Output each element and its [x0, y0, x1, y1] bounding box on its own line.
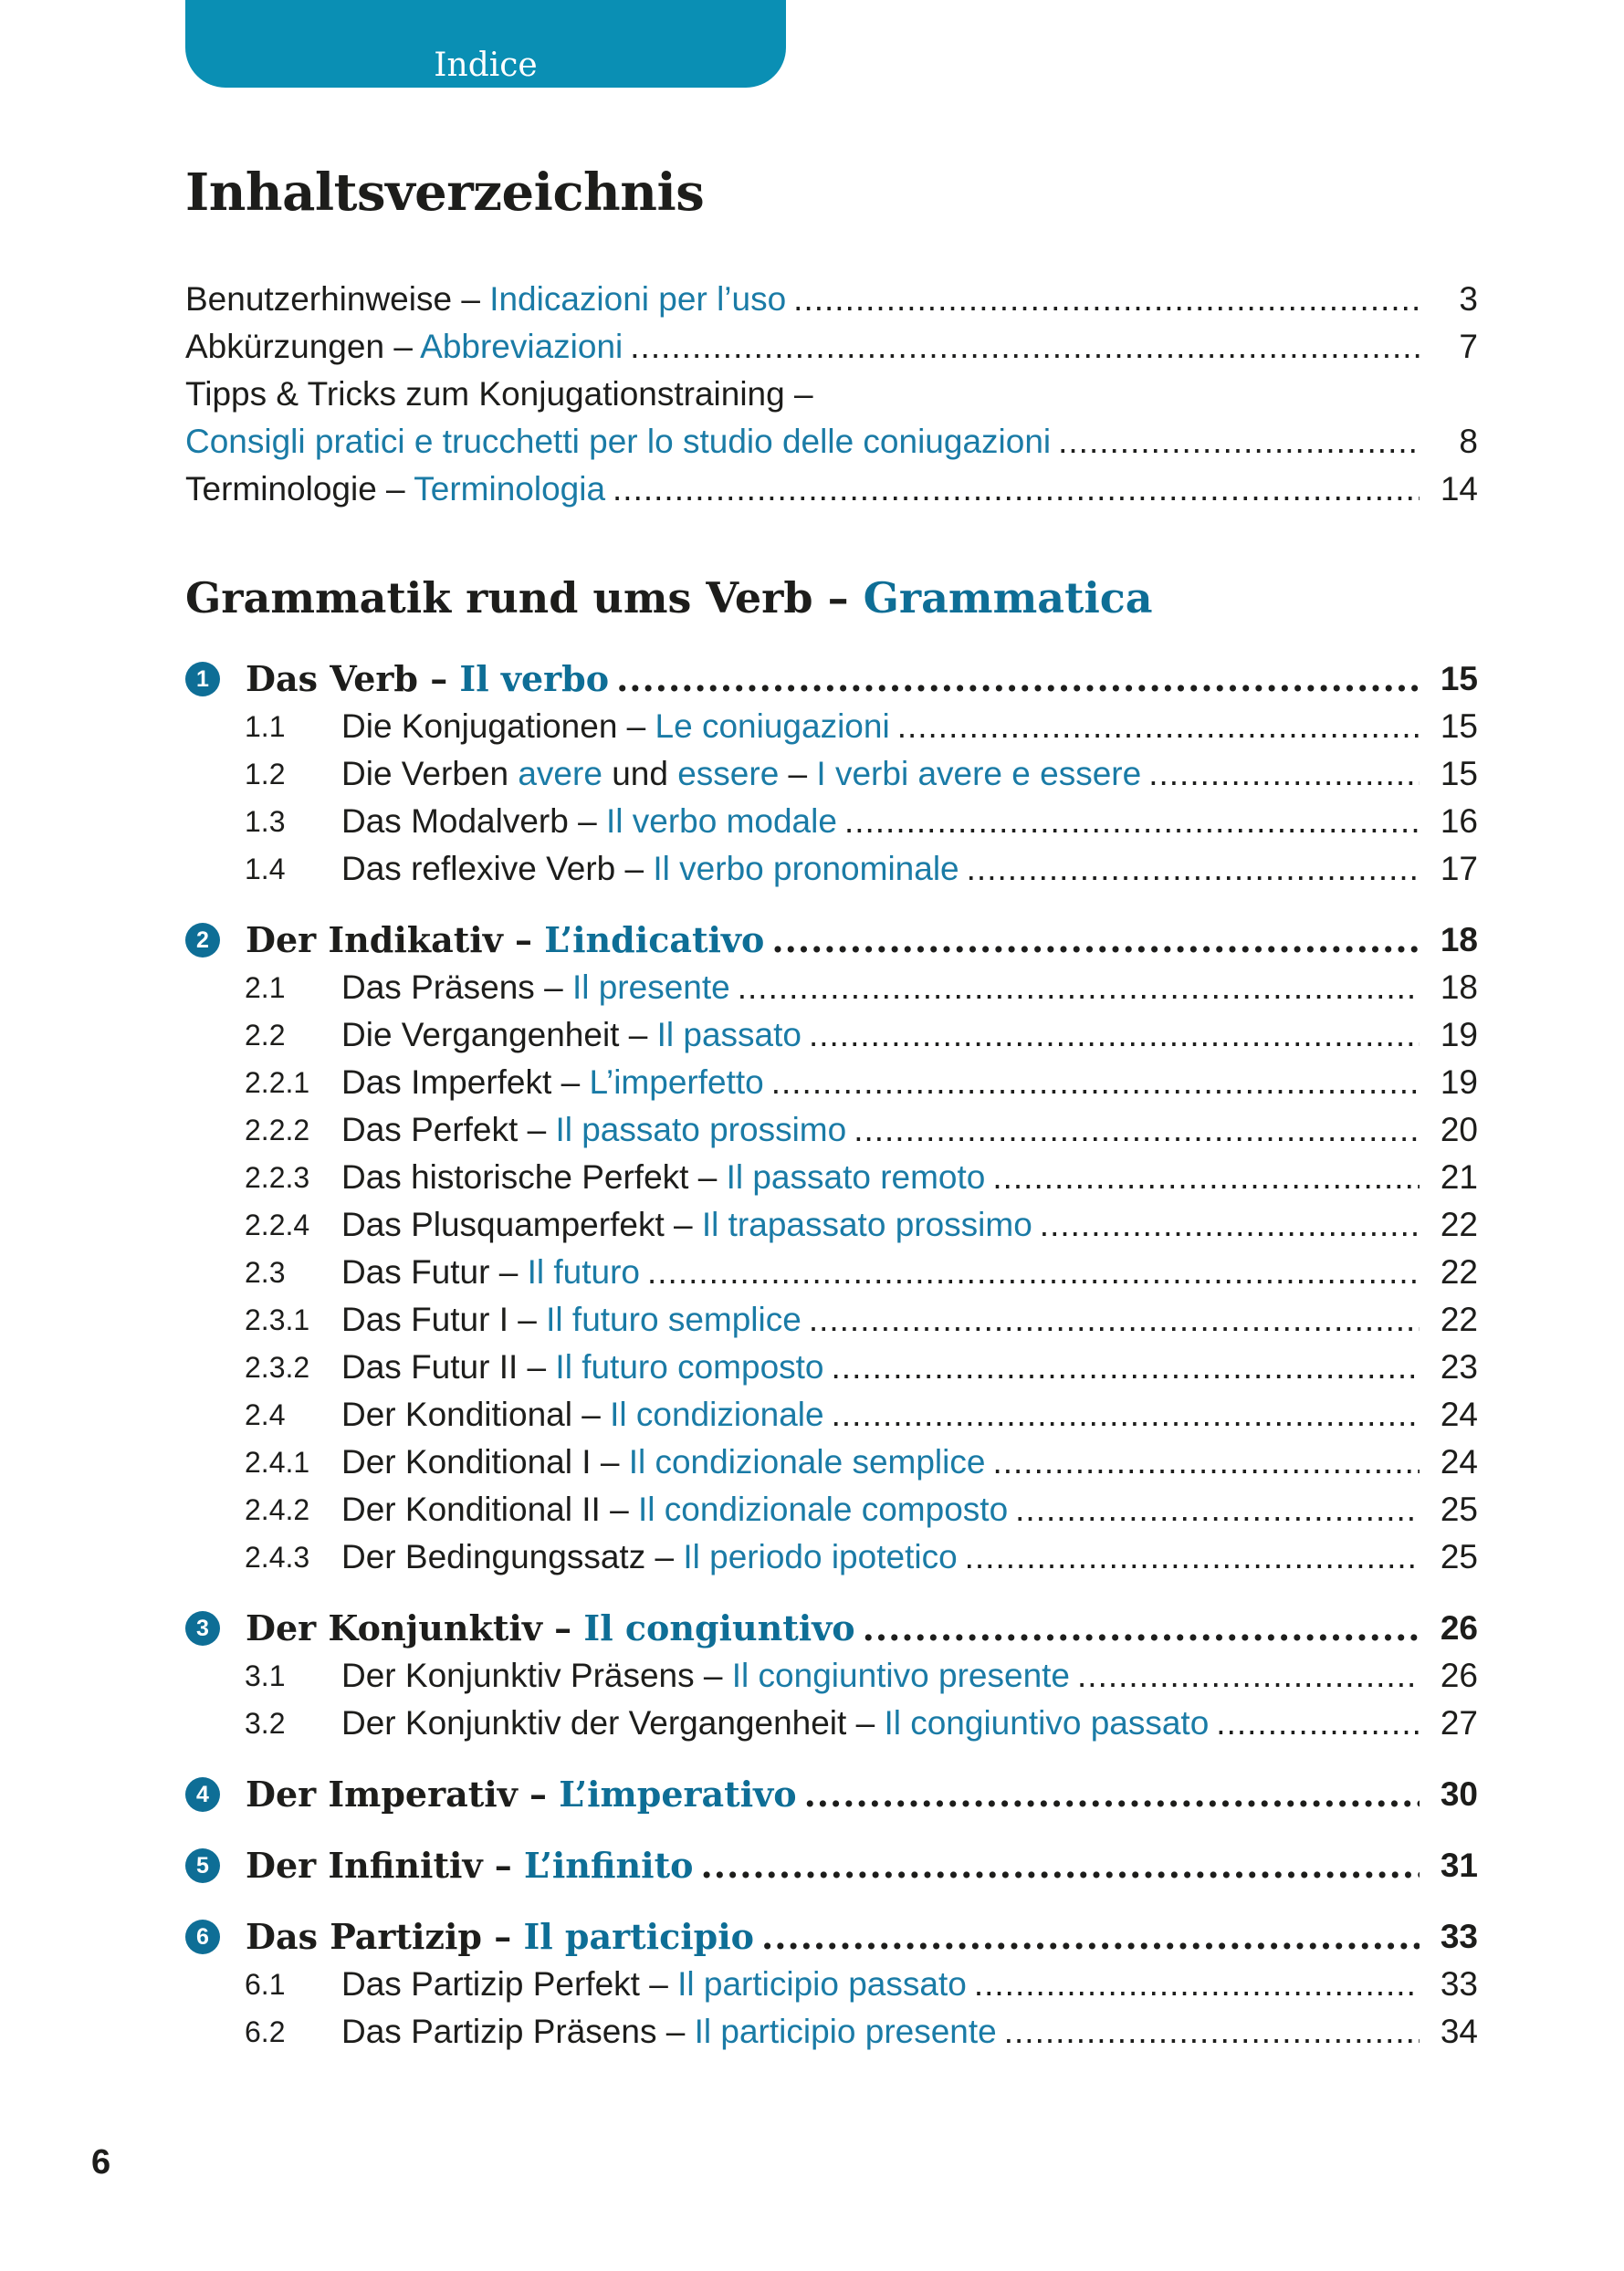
chapter-entry[interactable] — [185, 655, 1478, 703]
leader-dots — [832, 1391, 1420, 1439]
entry-page: 7 — [1459, 328, 1478, 365]
subsection-title-it: Il congiuntivo passato — [884, 1704, 1210, 1742]
page-number: 6 — [91, 2143, 111, 2182]
subsection-page: 22 — [1440, 1301, 1478, 1338]
subsection-page: 25 — [1440, 1491, 1478, 1528]
subsection-page: 24 — [1440, 1396, 1478, 1433]
entry-de: Tipps & Tricks zum Konjugationstraining – — [185, 375, 813, 413]
subsection-entry[interactable] — [185, 750, 1478, 798]
chapter-title-de: Der Konjunktiv – — [246, 1607, 584, 1648]
subsection-page: 22 — [1440, 1206, 1478, 1243]
leader-dots — [804, 1771, 1420, 1818]
subsection-page: 20 — [1440, 1111, 1478, 1148]
subsection-title-it: Il verbo pronominale — [653, 850, 959, 887]
subsection-title-it: Il futuro — [527, 1253, 640, 1291]
chapter-number-badge: 3 — [185, 1611, 220, 1646]
leader-dots — [761, 1913, 1420, 1961]
subsection-entry[interactable] — [185, 845, 1478, 893]
subsection-title-de: Die Verben — [341, 755, 519, 792]
subsection-title-de: Der Bedingungssatz – — [341, 1538, 684, 1575]
subsection-title-de: Das historische Perfekt – — [341, 1158, 727, 1196]
subsection-page: 15 — [1440, 707, 1478, 745]
chapter-number-badge: 2 — [185, 923, 220, 958]
chapter-title-de: Das Partizip – — [246, 1916, 524, 1957]
subsection-entry[interactable] — [185, 1486, 1478, 1533]
subsection-number: 2.1 — [245, 971, 286, 1004]
chapter-title-it: L’infinito — [524, 1845, 694, 1886]
subsection-title-it: Il condizionale composto — [637, 1491, 1009, 1528]
leader-dots — [613, 466, 1420, 513]
chapter-number-badge: 6 — [185, 1920, 220, 1954]
section-heading-it: Grammatica — [863, 573, 1153, 623]
leader-dots — [965, 1533, 1420, 1581]
subsection-title-it: Il periodo ipotetico — [683, 1538, 958, 1575]
subsection-entry[interactable] — [185, 1533, 1478, 1581]
subsection-number: 2.2.3 — [245, 1161, 310, 1194]
subsection-title-de: Das Futur I – — [341, 1301, 547, 1338]
subsection-title-de: Das Partizip Perfekt – — [341, 1965, 678, 2003]
leader-dots — [630, 323, 1420, 371]
subsection-entry[interactable] — [185, 1652, 1478, 1700]
subsection-page: 23 — [1440, 1348, 1478, 1386]
chapter-number-badge: 4 — [185, 1777, 220, 1812]
subsection-title-de: Das Perfekt – — [341, 1111, 556, 1148]
leader-dots — [832, 1344, 1420, 1391]
subsection-title-it: Il passato remoto — [726, 1158, 986, 1196]
chapter-title-de: Das Verb – — [246, 658, 460, 699]
subsection-title-it: L’imperfetto — [589, 1063, 764, 1101]
section-heading — [185, 573, 1153, 623]
subsection-number: 3.1 — [245, 1659, 286, 1692]
subsection-title-it: Il trapassato prossimo — [701, 1206, 1032, 1243]
subsection-title-de: Der Konjunktiv Präsens – — [341, 1657, 732, 1694]
subsection-title-de: Der Konditional – — [341, 1396, 611, 1433]
chapter-title-de: Der Infinitiv – — [246, 1845, 525, 1886]
leader-dots — [738, 964, 1420, 1011]
subsection-page: 19 — [1440, 1063, 1478, 1101]
subsection-title-de: Die Konjugationen – — [341, 707, 655, 745]
chapter-title-it: Il participio — [523, 1916, 755, 1957]
subsection-title-it: Il futuro composto — [555, 1348, 824, 1386]
subsection-entry[interactable] — [185, 1344, 1478, 1391]
toc-entry[interactable] — [185, 418, 1478, 466]
subsection-title-de: Das Imperfekt – — [341, 1063, 590, 1101]
leader-dots — [992, 1154, 1420, 1201]
toc-entry[interactable] — [185, 466, 1478, 513]
leader-dots — [616, 655, 1420, 703]
subsection-number: 2.3.2 — [245, 1351, 310, 1384]
subsection-page: 25 — [1440, 1538, 1478, 1575]
leader-dots — [974, 1961, 1420, 2008]
entry-it: Terminologia — [414, 470, 606, 508]
chapter-title-de: Der Imperativ – — [246, 1774, 560, 1815]
section-tab: Indice — [185, 0, 786, 88]
chapter-entry[interactable] — [185, 916, 1478, 964]
leader-dots — [854, 1106, 1420, 1154]
subsection-entry[interactable] — [185, 1106, 1478, 1154]
leader-dots — [1015, 1486, 1420, 1533]
section-heading-de: Grammatik rund ums Verb – — [185, 573, 864, 623]
subsection-number: 6.1 — [245, 1968, 286, 2001]
chapter-number-badge: 5 — [185, 1848, 220, 1883]
leader-dots — [771, 1059, 1420, 1106]
subsection-title-de: und — [602, 755, 678, 792]
entry-page: 14 — [1440, 470, 1478, 508]
subsection-title-de: Das reflexive Verb – — [341, 850, 654, 887]
subsection-title-de: Das Präsens – — [341, 968, 572, 1006]
chapter-page: 26 — [1440, 1609, 1478, 1647]
subsection-title-it: Il passato prossimo — [555, 1111, 847, 1148]
subsection-title-de: Das Plusquamperfekt – — [341, 1206, 702, 1243]
subsection-number: 2.3.1 — [245, 1303, 310, 1336]
subsection-page: 15 — [1440, 755, 1478, 792]
chapter-page: 33 — [1440, 1918, 1478, 1955]
subsection-number: 1.4 — [245, 853, 286, 885]
subsection-page: 34 — [1440, 2013, 1478, 2050]
subsection-title-de: Das Futur II – — [341, 1348, 556, 1386]
subsection-number: 2.4 — [245, 1398, 286, 1431]
subsection-page: 33 — [1440, 1965, 1478, 2003]
subsection-number: 2.4.3 — [245, 1541, 310, 1574]
subsection-entry[interactable] — [185, 1154, 1478, 1201]
entry-page: 3 — [1459, 280, 1478, 318]
leader-dots — [1077, 1652, 1420, 1700]
subsection-entry[interactable] — [185, 1201, 1478, 1249]
subsection-page: 18 — [1440, 968, 1478, 1006]
chapter-entry[interactable] — [185, 1913, 1478, 1961]
subsection-entry[interactable] — [185, 1700, 1478, 1747]
subsection-number: 2.2.4 — [245, 1209, 310, 1241]
leader-dots — [1148, 750, 1420, 798]
subsection-title-de: Das Futur – — [341, 1253, 528, 1291]
subsection-number: 2.3 — [245, 1256, 286, 1289]
subsection-page: 16 — [1440, 802, 1478, 840]
subsection-number: 1.2 — [245, 758, 286, 790]
leader-dots — [1040, 1201, 1420, 1249]
subsection-title-de: Der Konditional I – — [341, 1443, 629, 1481]
leader-dots — [1216, 1700, 1420, 1747]
chapter-title-it: L’indicativo — [544, 919, 765, 960]
entry-de: Terminologie – — [185, 470, 414, 508]
chapter-page: 31 — [1440, 1847, 1478, 1884]
subsection-page: 24 — [1440, 1443, 1478, 1481]
subsection-page: 22 — [1440, 1253, 1478, 1291]
subsection-title-it: Il condizionale — [610, 1396, 824, 1433]
subsection-entry[interactable] — [185, 798, 1478, 845]
subsection-title-it: Il futuro semplice — [546, 1301, 802, 1338]
subsection-title-de: Der Konjunktiv der Vergangenheit – — [341, 1704, 885, 1742]
chapter-title-it: Il verbo — [459, 658, 610, 699]
subsection-title-it: Il presente — [571, 968, 730, 1006]
subsection-title-it: Il congiuntivo presente — [731, 1657, 1071, 1694]
subsection-title-it: avere — [518, 755, 602, 792]
subsection-entry[interactable] — [185, 1961, 1478, 2008]
leader-dots — [647, 1249, 1420, 1296]
subsection-number: 1.1 — [245, 710, 286, 743]
subsection-title-de: Das Modalverb – — [341, 802, 606, 840]
subsection-entry[interactable] — [185, 703, 1478, 750]
entry-de: Abkürzungen – — [185, 328, 421, 365]
subsection-title-de: Die Vergangenheit – — [341, 1016, 657, 1053]
toc-entry[interactable] — [185, 276, 1478, 323]
subsection-page: 19 — [1440, 1016, 1478, 1053]
subsection-entry[interactable] — [185, 964, 1478, 1011]
leader-dots — [793, 276, 1420, 323]
subsection-title-de: Der Konditional II – — [341, 1491, 638, 1528]
chapter-title-de: Der Indikativ – — [246, 919, 545, 960]
subsection-page: 21 — [1440, 1158, 1478, 1196]
subsection-title-it: Le coniugazioni — [655, 707, 890, 745]
chapter-entry[interactable] — [185, 1605, 1478, 1652]
subsection-title-it: Il participio passato — [677, 1965, 967, 2003]
entry-page: 8 — [1459, 423, 1478, 460]
subsection-title-it: Il verbo modale — [605, 802, 837, 840]
entry-it: Consigli pratici e trucchetti per lo studio delle coniugazioni — [185, 423, 1052, 460]
chapter-title-it: L’imperativo — [559, 1774, 797, 1815]
leader-dots — [863, 1605, 1420, 1652]
subsection-number: 2.2 — [245, 1019, 286, 1052]
subsection-entry[interactable] — [185, 1439, 1478, 1486]
chapter-entry[interactable] — [185, 1771, 1478, 1818]
page-title: Inhaltsverzeichnis — [185, 162, 705, 223]
leader-dots — [701, 1842, 1420, 1889]
subsection-title-it: I verbi avere e essere — [816, 755, 1142, 792]
subsection-title-it: Il participio presente — [694, 2013, 997, 2050]
subsection-number: 3.2 — [245, 1707, 286, 1740]
subsection-title-de: – — [779, 755, 817, 792]
toc-entry[interactable] — [185, 323, 1478, 371]
subsection-page: 17 — [1440, 850, 1478, 887]
subsection-number: 2.4.2 — [245, 1493, 310, 1526]
subsection-number: 1.3 — [245, 805, 286, 838]
entry-de: Benutzerhinweise – — [185, 280, 490, 318]
leader-dots — [897, 703, 1420, 750]
subsection-entry[interactable] — [185, 1391, 1478, 1439]
subsection-number: 2.2.1 — [245, 1066, 310, 1099]
leader-dots — [992, 1439, 1420, 1486]
subsection-number: 2.4.1 — [245, 1446, 310, 1479]
subsection-entry[interactable] — [185, 1059, 1478, 1106]
subsection-title-it: Il condizionale semplice — [628, 1443, 986, 1481]
leader-dots — [1004, 2008, 1420, 2056]
leader-dots — [809, 1296, 1420, 1344]
leader-dots — [771, 916, 1420, 964]
subsection-title-it: essere — [677, 755, 780, 792]
chapter-page: 30 — [1440, 1775, 1478, 1813]
leader-dots — [809, 1011, 1420, 1059]
subsection-title-it: Il passato — [656, 1016, 802, 1053]
chapter-page: 15 — [1440, 660, 1478, 697]
subsection-entry[interactable] — [185, 1296, 1478, 1344]
chapter-number-badge: 1 — [185, 662, 220, 696]
leader-dots — [1058, 418, 1420, 466]
chapter-entry[interactable] — [185, 1842, 1478, 1889]
subsection-number: 2.2.2 — [245, 1114, 310, 1146]
chapter-page: 18 — [1440, 921, 1478, 958]
subsection-entry[interactable] — [185, 2008, 1478, 2056]
subsection-entry[interactable] — [185, 1249, 1478, 1296]
subsection-entry[interactable] — [185, 1011, 1478, 1059]
subsection-number: 6.2 — [245, 2015, 286, 2048]
entry-it: Abbreviazioni — [420, 328, 623, 365]
subsection-title-de: Das Partizip Präsens – — [341, 2013, 695, 2050]
subsection-page: 27 — [1440, 1704, 1478, 1742]
entry-it: Indicazioni per l’uso — [489, 280, 787, 318]
chapter-title-it: Il congiuntivo — [583, 1607, 855, 1648]
leader-dots — [967, 845, 1420, 893]
subsection-page: 26 — [1440, 1657, 1478, 1694]
leader-dots — [844, 798, 1420, 845]
